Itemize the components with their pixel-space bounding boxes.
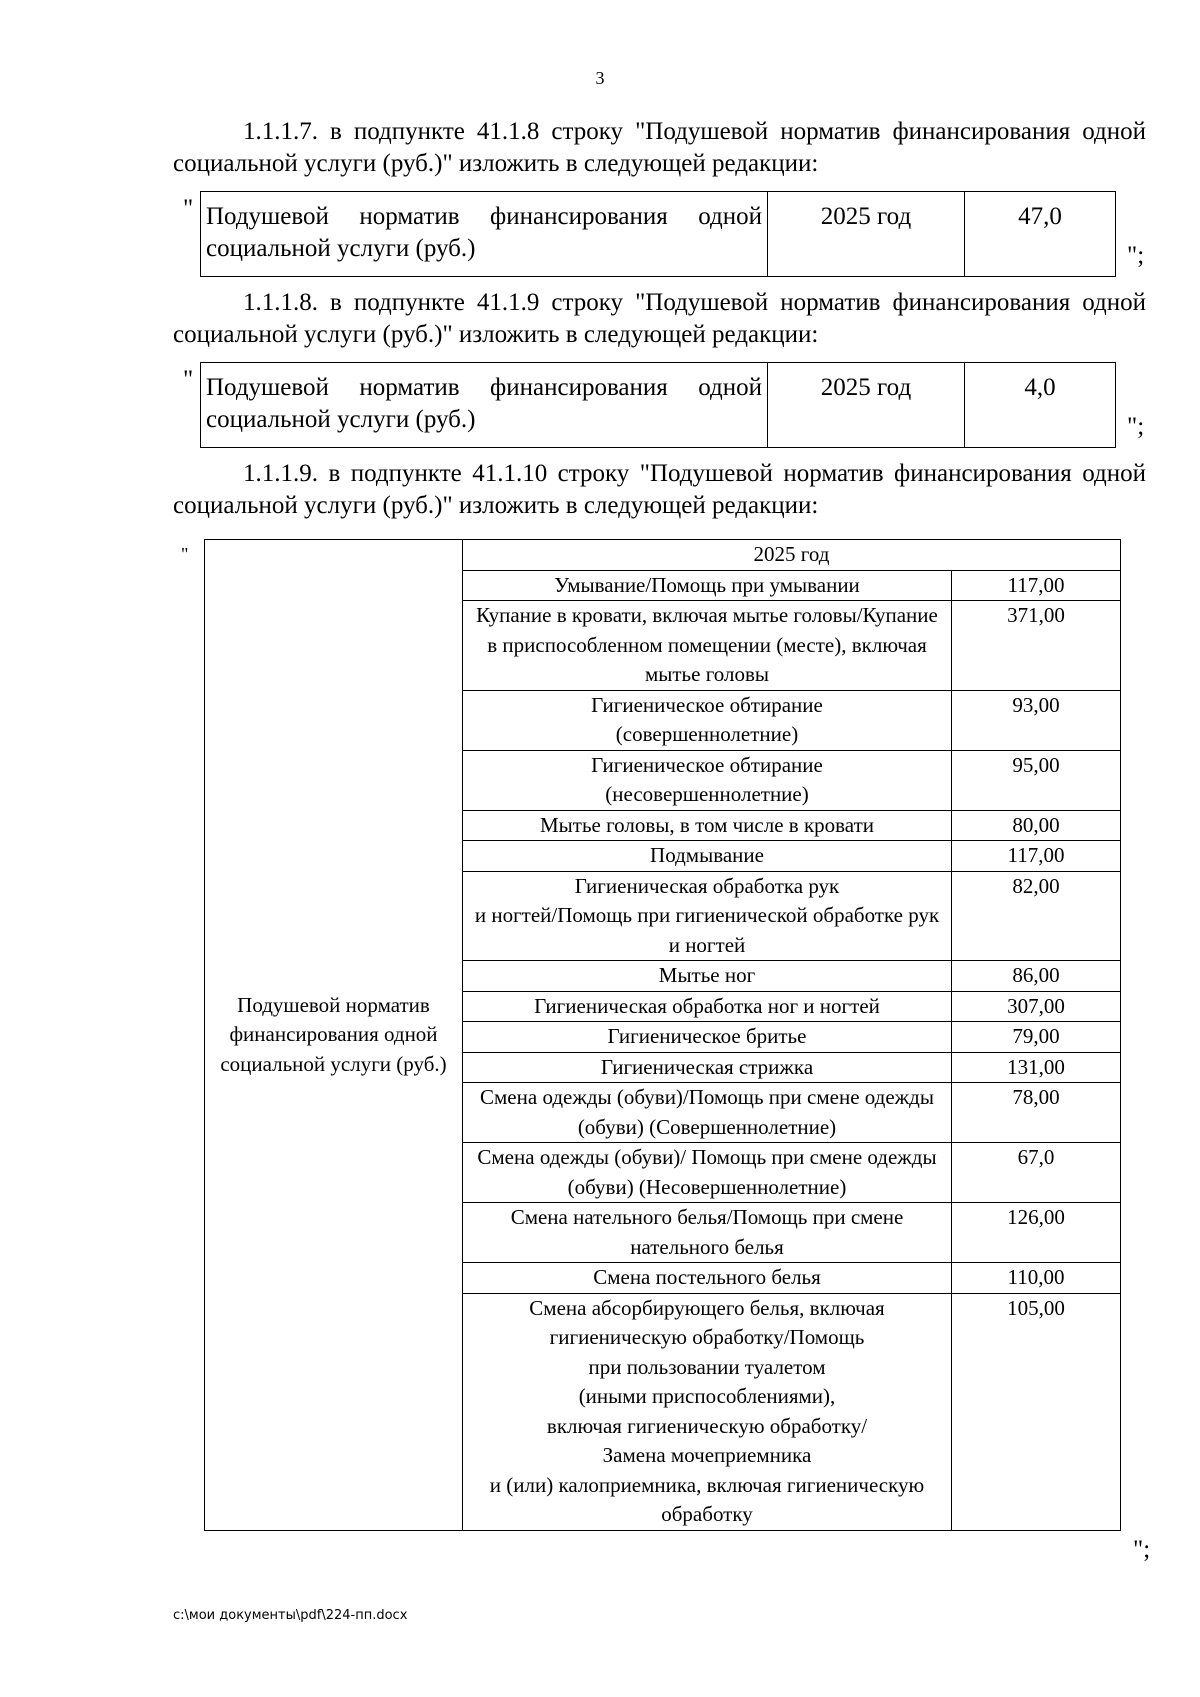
service-name-cell: Купание в кровати, включая мытье головы/Купание в приспособленном помещении (месте), включая мытье головы xyxy=(463,601,952,691)
norm-label-cell: Подушевой норматив финансирования одной социальной услуги (руб.) xyxy=(201,192,768,277)
year-cell: 2025 год xyxy=(768,192,965,277)
service-value-cell: 307,00 xyxy=(952,991,1121,1022)
service-value-cell: 117,00 xyxy=(952,570,1121,601)
close-quote: "; xyxy=(1133,1536,1151,1563)
footer-file-path: c:\мои документы\pdf\224-пп.docx xyxy=(173,1608,408,1623)
table-header-row xyxy=(205,540,1121,571)
paragraph-1-1-1-7: 1.1.1.7. в подпункте 41.1.8 строку "Подушевой норматив финансирования одной социальной услуги (руб.)" изложить в следующей редакции: xyxy=(173,118,1146,177)
service-name-cell: Смена одежды (обуви)/ Помощь при смене одежды (обуви) (Несовершеннолетние) xyxy=(463,1143,952,1203)
service-name-cell: Гигиеническое обтирание (совершеннолетние) xyxy=(463,690,952,750)
service-name-cell: Гигиеническое обтирание (несовершеннолетние) xyxy=(463,750,952,810)
close-quote: "; xyxy=(1127,413,1145,440)
value-cell: 4,0 xyxy=(965,363,1116,448)
open-quote: " xyxy=(183,366,194,393)
service-value-cell: 67,0 xyxy=(952,1143,1121,1203)
service-value-cell: 86,00 xyxy=(952,961,1121,992)
service-name-cell: Смена нательного белья/Помощь при смене нательного белья xyxy=(463,1203,952,1263)
open-quote: " xyxy=(181,544,189,564)
service-name-cell: Подмывание xyxy=(463,841,952,872)
service-value-cell: 126,00 xyxy=(952,1203,1121,1263)
service-name-cell: Смена одежды (обуви)/Помощь при смене одежды (обуви) (Совершеннолетние) xyxy=(463,1083,952,1143)
service-value-cell: 82,00 xyxy=(952,871,1121,961)
service-value-cell: 79,00 xyxy=(952,1022,1121,1053)
replacement-row-table xyxy=(200,362,1116,448)
service-name-cell: Смена абсорбирующего белья, включая гигиеническую обработку/Помощь при пользовании туалетом (иными приспособлениями), включая гигиеническую обработку/ Замена мочеприемника и (или) калоприемника, включая гигиеническую обработку xyxy=(463,1293,952,1530)
page-number: 3 xyxy=(595,68,605,88)
service-name-cell: Смена постельного белья xyxy=(463,1263,952,1294)
service-name-cell: Гигиеническая обработка рук и ногтей/Помощь при гигиенической обработке рук и ногтей xyxy=(463,871,952,961)
year-cell: 2025 год xyxy=(768,363,965,448)
service-name-cell: Гигиеническая стрижка xyxy=(463,1052,952,1083)
service-name-cell: Гигиеническая обработка ног и ногтей xyxy=(463,991,952,1022)
year-header: 2025 год xyxy=(463,540,1121,571)
close-quote: "; xyxy=(1127,242,1145,269)
replacement-row-table xyxy=(200,191,1116,277)
open-quote: " xyxy=(183,195,194,222)
service-value-cell: 93,00 xyxy=(952,690,1121,750)
service-value-cell: 80,00 xyxy=(952,810,1121,841)
paragraph-1-1-1-9: 1.1.1.9. в подпункте 41.1.10 строку "Подушевой норматив финансирования одной социальной услуги (руб.)" изложить в следующей редакции: xyxy=(173,460,1146,519)
service-value-cell: 105,00 xyxy=(952,1293,1121,1530)
norm-label-cell: Подушевой норматив финансирования одной социальной услуги (руб.) xyxy=(205,540,463,1531)
value-cell: 47,0 xyxy=(965,192,1116,277)
table-row xyxy=(201,192,1116,277)
table-row xyxy=(201,363,1116,448)
service-name-cell: Мытье головы, в том числе в кровати xyxy=(463,810,952,841)
service-value-cell: 110,00 xyxy=(952,1263,1121,1294)
service-name-cell: Мытье ног xyxy=(463,961,952,992)
service-name-cell: Умывание/Помощь при умывании xyxy=(463,570,952,601)
service-value-cell: 78,00 xyxy=(952,1083,1121,1143)
hygiene-services-table xyxy=(204,539,1121,1531)
norm-label-cell: Подушевой норматив финансирования одной социальной услуги (руб.) xyxy=(201,363,768,448)
service-value-cell: 95,00 xyxy=(952,750,1121,810)
service-value-cell: 371,00 xyxy=(952,601,1121,691)
paragraph-1-1-1-8: 1.1.1.8. в подпункте 41.1.9 строку "Подушевой норматив финансирования одной социальной услуги (руб.)" изложить в следующей редакции: xyxy=(173,289,1146,348)
service-name-cell: Гигиеническое бритье xyxy=(463,1022,952,1053)
service-value-cell: 131,00 xyxy=(952,1052,1121,1083)
service-value-cell: 117,00 xyxy=(952,841,1121,872)
